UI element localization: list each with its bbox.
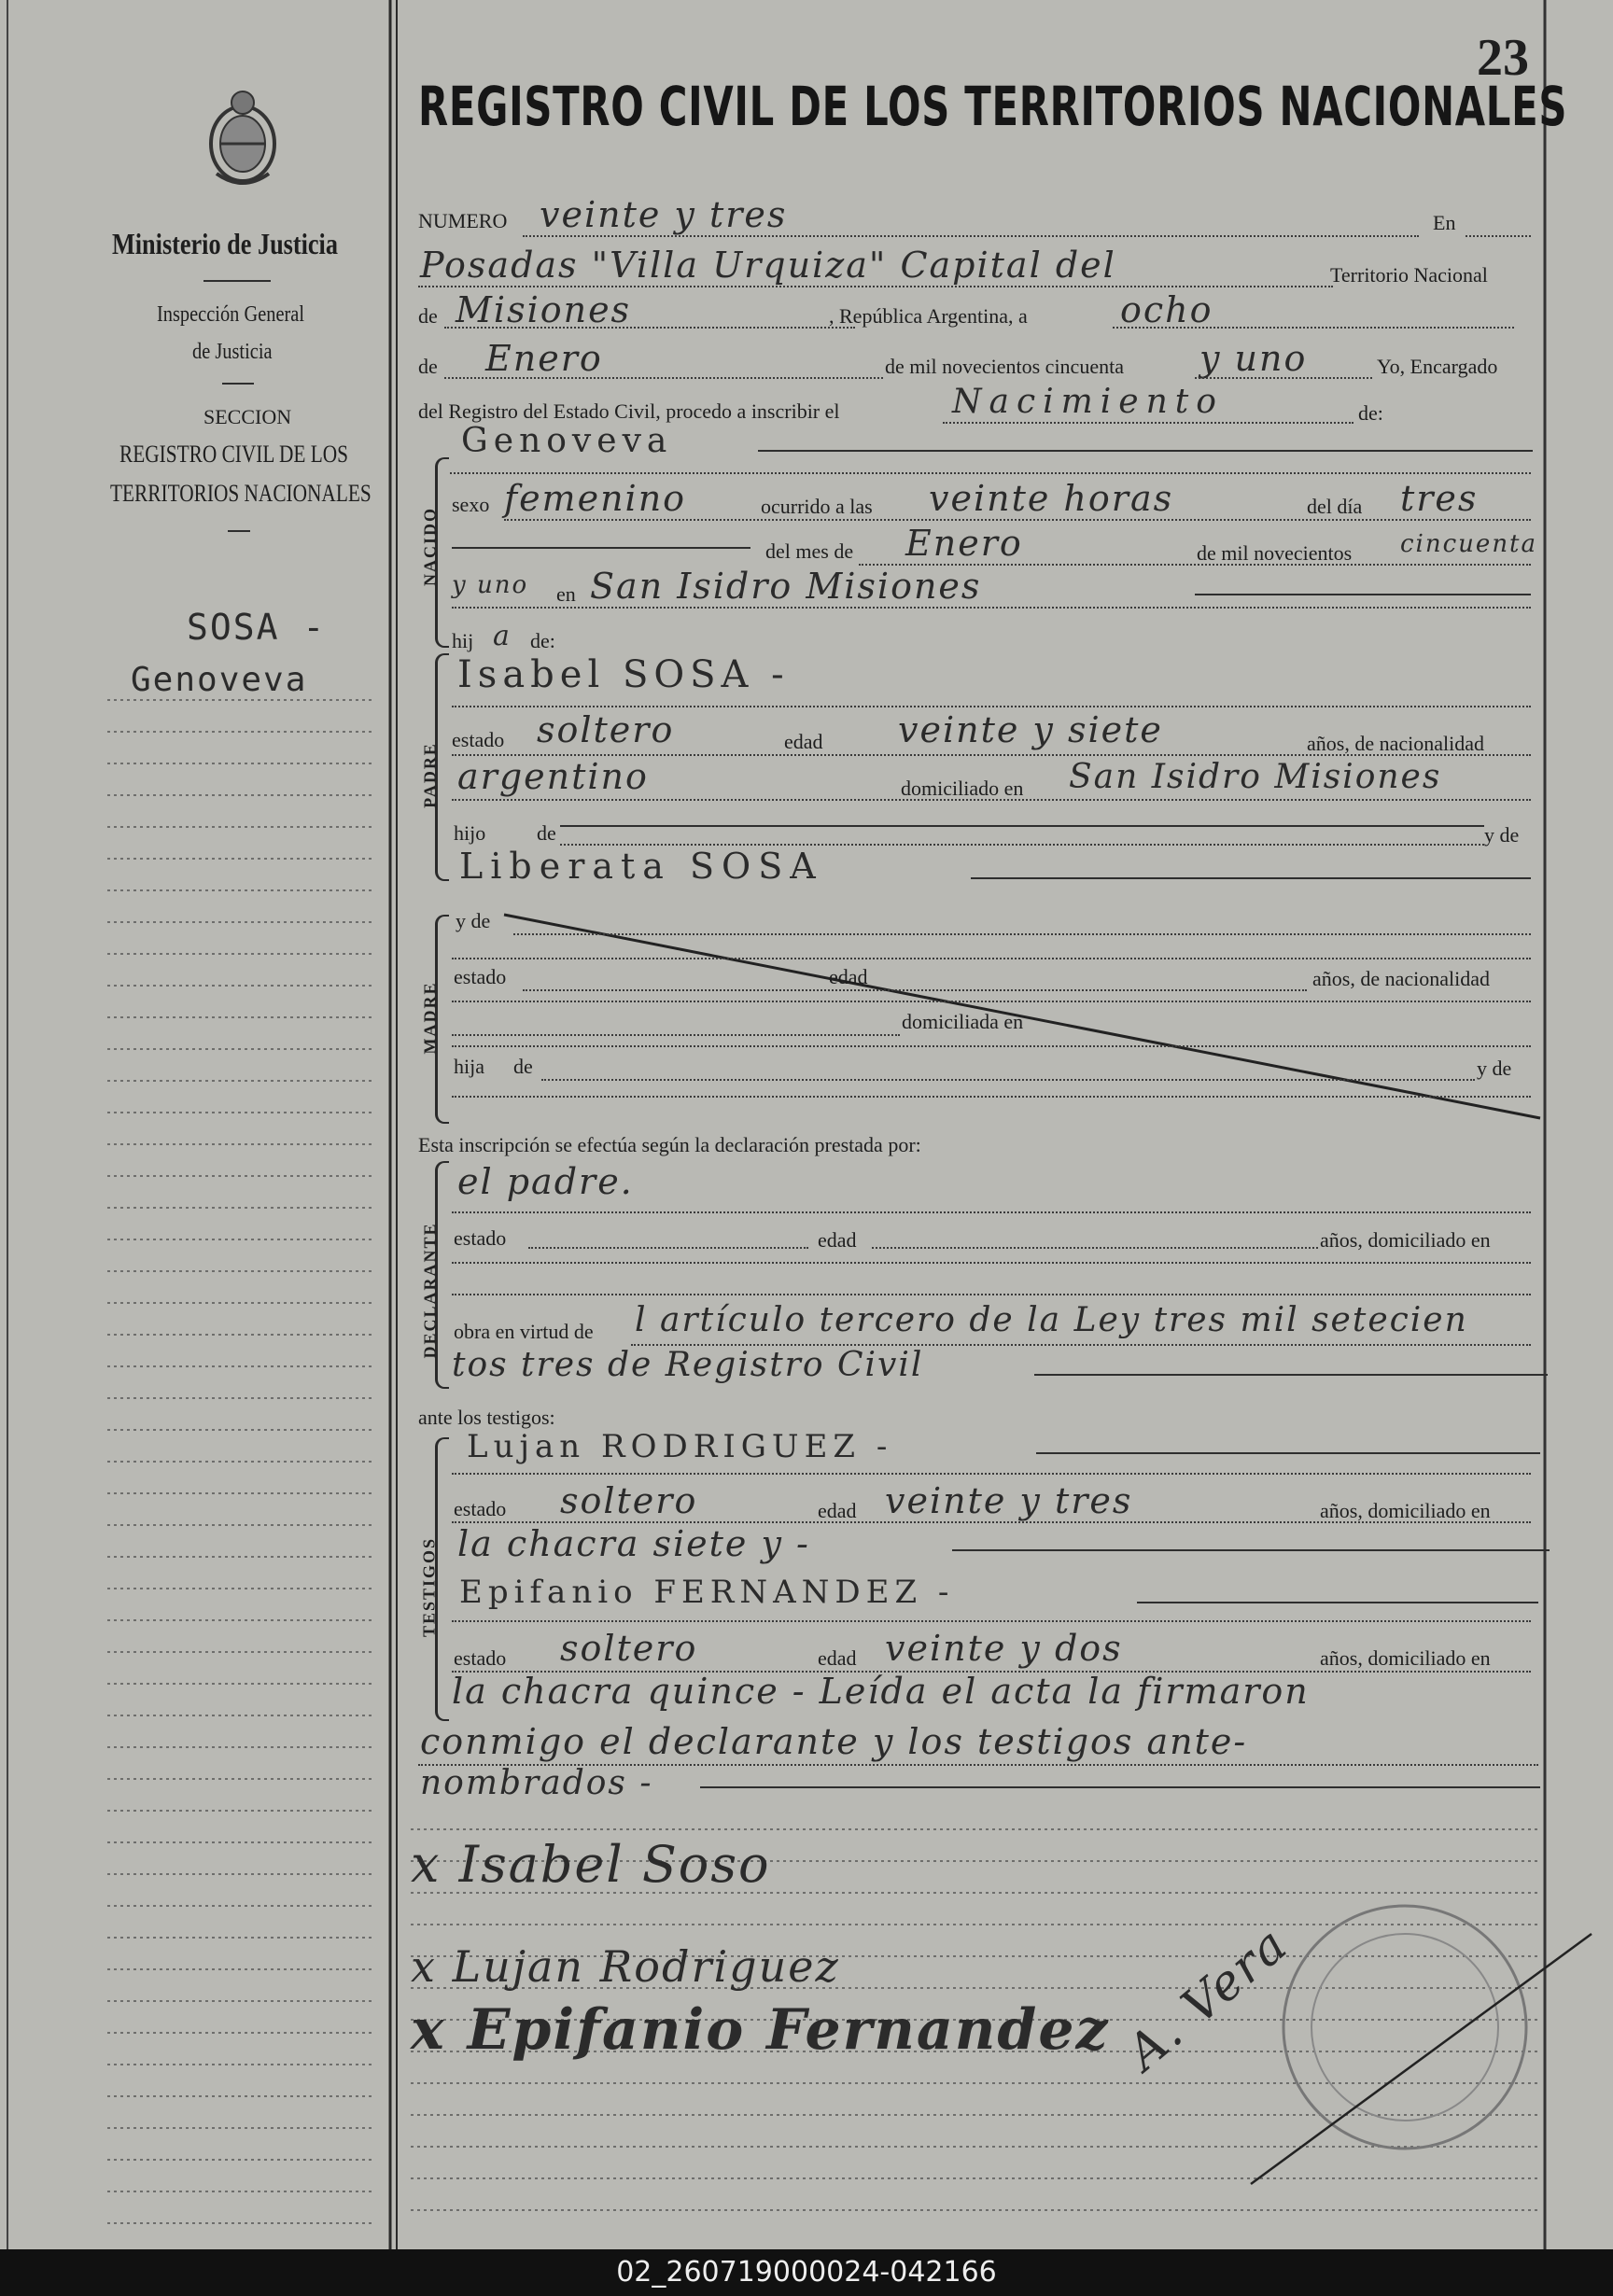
padre-y-de-label: y de: [1484, 823, 1520, 847]
territorio-label: Territorio Nacional: [1330, 263, 1488, 287]
dia-label: del día: [1307, 495, 1363, 518]
sidebar-given-name: Genoveva: [131, 661, 308, 699]
footer-code: 02_260719000024-042166: [0, 2249, 1613, 2296]
mes-label: del mes de: [765, 539, 854, 563]
testigo2-estado: soltero: [560, 1628, 698, 1669]
testigo1-estado: soltero: [560, 1480, 698, 1521]
testigo1-edad: veinte y tres: [885, 1480, 1133, 1521]
anio-value: cincuenta: [1400, 530, 1538, 558]
year-label: de mil novecientos cincuenta: [885, 355, 1124, 378]
testigo2-edad-label: edad: [818, 1646, 857, 1670]
madre-anos-label: años, de nacionalidad: [1312, 967, 1490, 990]
en-label: En: [1433, 211, 1456, 234]
numero-value: veinte y tres: [540, 194, 788, 235]
nacido-section-label: NACIDO: [420, 507, 440, 587]
testigo1-domicilio: la chacra siete y -: [457, 1523, 810, 1564]
republica-label: , República Argentina, a: [829, 304, 1028, 328]
testigos-section-label: TESTIGOS: [419, 1536, 439, 1638]
lugar-value: San Isidro Misiones: [590, 566, 982, 607]
padre-estado-value: soltero: [537, 709, 675, 750]
madre-y-de2-label: y de: [1477, 1057, 1512, 1080]
testigo1-edad-label: edad: [818, 1499, 857, 1522]
declarante-estado-label: estado: [454, 1226, 507, 1250]
madre-y-de-label: y de: [456, 909, 491, 932]
madre-edad-label: edad: [829, 965, 868, 988]
sidebar-divider: [203, 280, 271, 282]
numero-label: NUMERO: [418, 209, 508, 232]
registro-label: del Registro del Estado Civil, procedo a inscribir el: [418, 399, 840, 423]
padre-nombre: Isabel SOSA -: [457, 653, 790, 696]
place-value: Posadas "Villa Urquiza" Capital del: [420, 245, 1116, 286]
header-title: REGISTRO CIVIL DE LOS TERRITORIOS NACIONALES: [418, 75, 1568, 138]
signature-2: x Lujan Rodriguez: [411, 1941, 840, 1992]
anio-label: de mil novecientos: [1197, 541, 1353, 565]
de-label: de: [418, 304, 438, 328]
mes-value: Enero: [905, 523, 1023, 564]
testigo2-domicilio: la chacra quince - Leída el acta la firmaron: [452, 1671, 1310, 1712]
padre-hijo-label: hijo: [454, 821, 486, 845]
madre-de-label: de: [513, 1055, 533, 1078]
sidebar-divider-3: [228, 530, 250, 532]
section-line1: REGISTRO CIVIL DE LOS: [119, 441, 348, 468]
sexo-value: femenino: [504, 478, 687, 519]
act-value: Nacimiento: [952, 383, 1224, 421]
hij-value: a: [493, 620, 512, 652]
declarante-anos-label: años, domiciliado en: [1320, 1228, 1491, 1252]
declaracion-label: Esta inscripción se efectúa según la declaración prestada por:: [418, 1133, 921, 1156]
madre-domiciliada-label: domiciliada en: [902, 1010, 1024, 1033]
padre-nacionalidad: argentino: [457, 756, 649, 797]
sidebar-divider-2: [222, 383, 254, 385]
testigo2-edad: veinte y dos: [885, 1628, 1123, 1669]
en-lugar-label: en: [556, 582, 576, 606]
territory-value: Misiones: [456, 289, 632, 330]
testigos-label: ante los testigos:: [418, 1406, 555, 1429]
closing-line2: nombrados -: [420, 1764, 653, 1802]
padre-edad-label: edad: [784, 730, 823, 753]
ocurrido-label: ocurrido a las: [761, 495, 873, 518]
page-number: 23: [1477, 29, 1529, 87]
signature-1: x Isabel Soso: [411, 1835, 771, 1894]
coat-of-arms-icon: [198, 80, 288, 192]
year-value: y uno: [1199, 338, 1308, 379]
obra-value-2: tos tres de Registro Civil: [452, 1346, 924, 1384]
obra-value: l artículo tercero de la Ley tres mil setecien: [635, 1301, 1468, 1339]
child-name: Genoveva: [461, 422, 673, 460]
inspection-line2: de Justicia: [192, 340, 273, 364]
testigo2-estado-label: estado: [454, 1646, 507, 1670]
padre-de-label: de: [537, 821, 556, 845]
padre-section-label: PADRE: [420, 742, 440, 808]
section-title: SECCION: [203, 405, 292, 428]
de2-label: de: [418, 355, 438, 378]
yo-label: Yo, Encargado: [1377, 355, 1498, 378]
day-value: ocho: [1120, 289, 1213, 330]
month-value: Enero: [485, 338, 603, 379]
madre-section-label: MADRE: [420, 981, 440, 1055]
padre-domicilio: San Isidro Misiones: [1069, 758, 1442, 796]
declarante-nombre: el padre.: [457, 1161, 634, 1202]
testigo1-nombre: Lujan RODRIGUEZ -: [467, 1428, 893, 1465]
dia-value: tres: [1400, 478, 1479, 519]
section-line2: TERRITORIOS NACIONALES: [110, 480, 372, 507]
sidebar-surname: SOSA -: [187, 607, 327, 648]
signature-3: x Epifanio Fernandez: [411, 1997, 1110, 2063]
anio-value-2: y uno: [452, 571, 529, 599]
inspection-line1: Inspección General: [157, 302, 305, 327]
declarante-edad-label: edad: [818, 1228, 857, 1252]
testigo1-anos-label: años, domiciliado en: [1320, 1499, 1491, 1522]
testigo2-nombre: Epifanio FERNANDEZ -: [459, 1574, 955, 1611]
obra-label: obra en virtud de: [454, 1320, 594, 1343]
madre-hija-label: hija: [454, 1055, 484, 1078]
signature-4: A. Vera: [1116, 1915, 1299, 2081]
testigo1-estado-label: estado: [454, 1497, 507, 1520]
de3-label: de:: [1358, 401, 1383, 425]
padre-edad-value: veinte y siete: [898, 709, 1163, 750]
testigo2-anos-label: años, domiciliado en: [1320, 1646, 1491, 1670]
padre-anos-label: años, de nacionalidad: [1307, 732, 1484, 755]
declarante-section-label: DECLARANTE: [420, 1222, 440, 1359]
hora-value: veinte horas: [929, 478, 1174, 519]
hij-label: hij: [452, 629, 474, 652]
hij-de-label: de:: [530, 629, 555, 652]
padre-domiciliado-label: domiciliado en: [901, 777, 1024, 800]
ministry-title: Ministerio de Justicia: [112, 227, 338, 260]
sexo-label: sexo: [452, 493, 490, 516]
madre-estado-label: estado: [454, 965, 507, 988]
closing-line1: conmigo el declarante y los testigos ante-: [420, 1721, 1248, 1762]
padre-estado-label: estado: [452, 728, 505, 751]
padre-madre-nombre: Liberata SOSA: [459, 846, 823, 887]
